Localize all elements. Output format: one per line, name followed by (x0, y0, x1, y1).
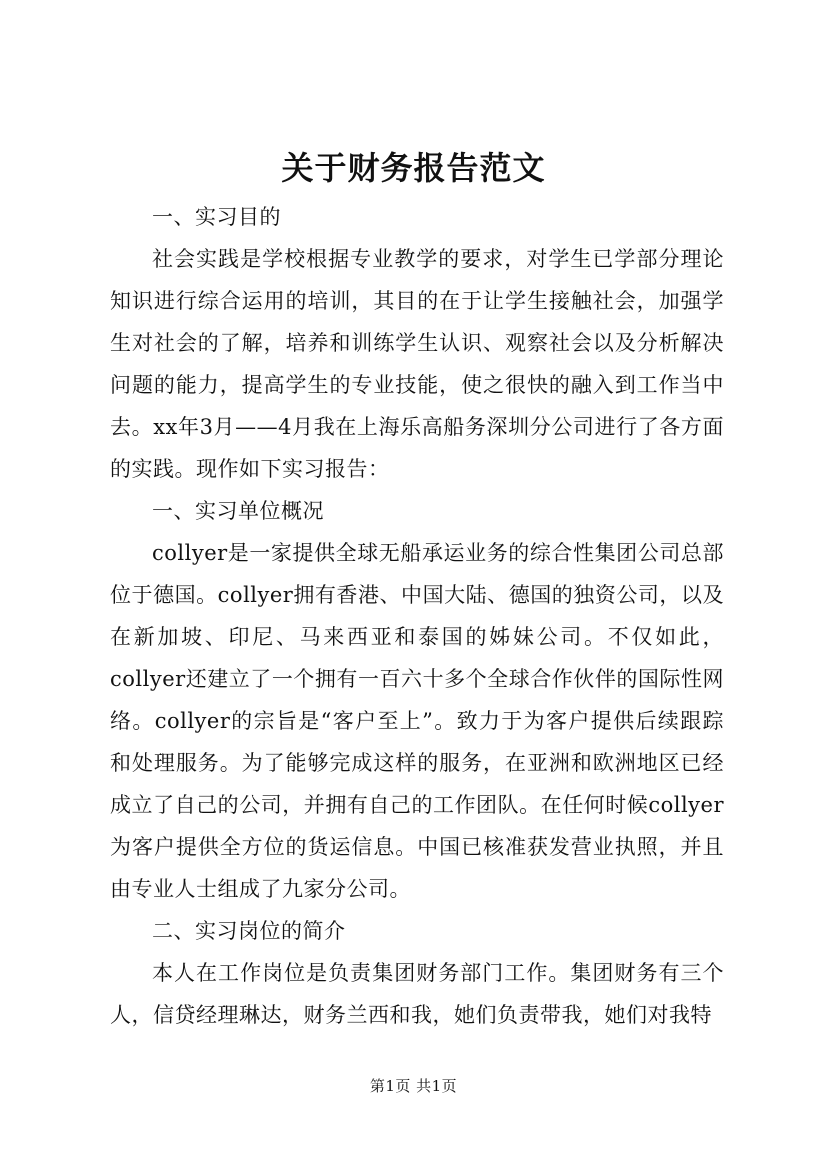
paragraph-position: 本人在工作岗位是负责集团财务部门工作。集团财务有三个人，信贷经理琳达，财务兰西和我，她们负责带我，她们对我特 (110, 961, 724, 1027)
section-heading-company-overview: 一、实习单位概况 (152, 499, 324, 523)
document-body (110, 196, 724, 1036)
paragraph-purpose: 社会实践是学校根据专业教学的要求，对学生已学部分理论知识进行综合运用的培训，其目的在于让学生接触社会，加强学生对社会的了解，培养和训练学生认识、观察社会以及分析解决问题的能力，提高学生的专业技能，使之很快的融入到工作当中去。xx年3月——4月我在上海乐高船务深圳分公司进行了各方面的实践。现作如下实习报告： (110, 247, 724, 481)
document-title: 关于财务报告范文 (281, 149, 546, 187)
section-heading-position: 二、实习岗位的简介 (152, 919, 346, 943)
paragraph-company-overview: collyer是一家提供全球无船承运业务的综合性集团公司总部位于德国。collyer拥有香港、中国大陆、德国的独资公司，以及在新加坡、印尼、马来西亚和泰国的姊妹公司。不仅如此，collyer还建立了一个拥有一百六十多个全球合作伙伴的国际性网络。collyer的宗旨是“客户至上”。致力于为客户提供后续跟踪和处理服务。为了能够完成这样的服务，在亚洲和欧洲地区已经成立了自己的公司，并拥有自己的工作团队。在任何时候collyer为客户提供全方位的货运信息。中国已核准获发营业执照，并且由专业人士组成了九家分公司。 (110, 541, 724, 901)
page-footer: 第1页 共1页 (369, 1077, 458, 1095)
section-heading-purpose: 一、实习目的 (152, 205, 281, 229)
